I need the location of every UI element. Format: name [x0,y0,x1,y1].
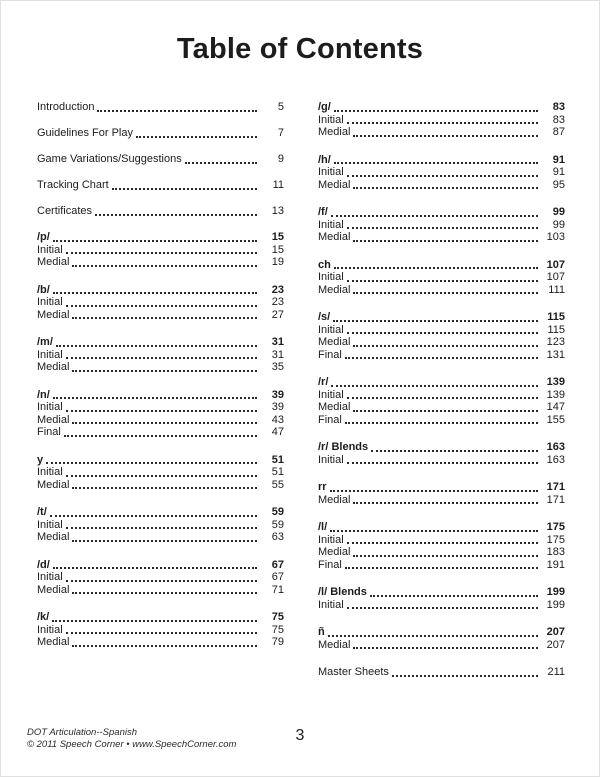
toc-group [318,666,565,679]
toc-entry-label: Medial [318,401,351,413]
dot-leader [66,580,257,582]
toc-group [318,101,565,139]
toc-entry-page: 139 [546,388,565,401]
toc-entry [37,426,284,439]
toc-entry-page: 191 [546,558,565,571]
dot-leader [347,462,538,464]
dot-leader [333,320,538,322]
toc-entry-page: 123 [546,336,565,348]
toc-entry [37,101,284,114]
toc-entry [37,454,284,467]
toc-group [318,441,565,466]
toc-entry-page: 91 [552,153,565,166]
toc-entry-label: Initial [37,571,63,583]
toc-entry [318,219,565,232]
toc-entry [318,494,565,507]
toc-group [37,336,284,374]
toc-entry-label: /g/ [318,101,331,113]
toc-entry [37,571,284,584]
toc-entry-page: 23 [271,283,284,296]
dot-leader [72,592,257,594]
toc-entry-page: 175 [546,521,565,533]
toc-entry-page: 175 [546,533,565,546]
toc-entry-page: 107 [546,271,565,283]
toc-entry [318,114,565,127]
toc-entry [37,349,284,362]
dot-leader [353,292,538,294]
toc-entry [318,481,565,494]
dot-leader [330,490,538,492]
toc-entry-label: Initial [318,271,344,283]
footer-copyright: © 2011 Speech Corner • www.SpeechCorner.com [27,739,237,750]
dot-leader [66,527,257,529]
toc-entry-label: Medial [37,308,70,321]
toc-entry-page: 91 [552,166,565,178]
toc-entry [37,244,284,257]
toc-group [318,481,565,506]
dot-leader [52,620,257,622]
toc-entry-page: 163 [546,453,565,466]
toc-entry [37,611,284,624]
toc-entry-label: /h/ [318,153,331,166]
toc-entry-page: 95 [552,178,565,191]
footer-book-title: DOT Articulation--Spanish [27,727,137,738]
toc-entry-label: /l/ Blends [318,586,367,598]
toc-entry-page: 51 [271,453,284,466]
dot-leader [66,410,257,412]
toc-entry-label: Medial [37,531,70,543]
toc-entry-label: /p/ [37,231,50,243]
toc-group [318,311,565,361]
toc-entry-label: Initial [37,296,63,308]
toc-entry-label: Initial [37,518,63,531]
dot-leader [353,555,538,557]
dot-leader [66,305,257,307]
toc-entry-label: Initial [318,113,344,126]
toc-entry [37,284,284,297]
toc-entry-page: 51 [271,466,284,478]
toc-entry-label: Initial [318,533,344,546]
dot-leader [347,280,538,282]
toc-entry [318,414,565,427]
toc-group [37,389,284,439]
dot-leader [97,110,257,112]
toc-right-column [318,101,565,694]
toc-group [318,259,565,297]
toc-entry-page: 59 [271,506,284,518]
dot-leader [72,487,257,489]
toc-entry-page: 99 [552,218,565,231]
toc-entry [37,531,284,544]
toc-group [37,284,284,322]
toc-entry-page: 79 [271,636,284,648]
toc-entry [318,231,565,244]
dot-leader [353,410,538,412]
toc-group [318,376,565,426]
dot-leader [345,357,538,359]
dot-leader [347,607,538,609]
toc-entry-page: 147 [546,401,565,413]
dot-leader [353,647,538,649]
toc-entry-label: /f/ [318,206,328,218]
toc-entry-page: 163 [546,441,565,453]
toc-entry-label: Final [318,348,342,361]
toc-entry-page: 5 [277,101,284,113]
toc-entry-page: 23 [271,296,284,308]
page-title: Table of Contents [176,33,424,65]
dot-leader [347,175,538,177]
toc-entry-page: 47 [271,426,284,438]
toc-entry-label: Final [318,558,342,571]
toc-entry-label: /d/ [37,558,50,571]
toc-entry [318,259,565,272]
toc-group [318,626,565,651]
toc-left-column [37,101,284,664]
toc-entry-label: Certificates [37,205,93,217]
toc-entry-page: 83 [552,101,565,113]
toc-entry [318,389,565,402]
toc-entry-label: Final [37,426,61,438]
toc-entry-label: Medial [318,231,351,243]
toc-entry [318,179,565,192]
dot-leader [53,397,257,399]
toc-group [318,154,565,192]
toc-group [37,205,284,218]
toc-entry-page: 9 [277,153,284,165]
dot-leader [330,530,538,532]
toc-entry-label: /b/ [37,283,50,296]
dot-leader [334,110,538,112]
toc-entry-label: Initial [318,453,344,466]
dot-leader [64,435,257,437]
toc-entry-page: 207 [546,638,565,651]
dot-leader [371,450,538,452]
dot-leader [347,227,538,229]
toc-entry-label: Initial [37,623,63,636]
toc-entry-page: 211 [547,666,565,678]
toc-entry-label: Introduction [37,101,95,113]
toc-group [37,506,284,544]
toc-entry-page: 43 [271,413,284,426]
dot-leader [345,567,538,569]
toc-entry-page: 131 [546,348,565,361]
dot-leader [66,252,257,254]
toc-entry-label: Initial [37,348,63,361]
dot-leader [66,357,257,359]
toc-group [318,586,565,611]
toc-entry [318,324,565,337]
toc-entry-label: Medial [318,283,351,296]
dot-leader [353,502,538,504]
toc-entry-label: Tracking Chart [37,179,109,191]
footer-page-number: 3 [295,727,305,744]
toc-entry [37,519,284,532]
toc-group [37,153,284,166]
toc-entry-label: Initial [318,388,344,401]
toc-entry-page: 139 [546,376,565,388]
toc-entry [37,231,284,244]
toc-entry [318,336,565,349]
toc-entry-page: 75 [271,611,284,623]
toc-entry [318,154,565,167]
toc-entry [37,479,284,492]
dot-leader [331,215,538,217]
toc-entry [318,441,565,454]
toc-group [318,521,565,571]
toc-entry-label: Medial [318,493,351,506]
toc-entry-label: Initial [37,466,63,478]
toc-entry-label: Medial [318,126,351,138]
toc-entry [318,534,565,547]
toc-entry-page: 183 [546,546,565,558]
toc-entry-page: 171 [546,493,565,506]
dot-leader [334,162,538,164]
toc-entry [318,166,565,179]
toc-entry-page: 63 [271,531,284,543]
toc-entry-page: 59 [271,518,284,531]
toc-entry-label: Medial [318,638,351,651]
toc-group [37,611,284,649]
dot-leader [345,422,538,424]
toc-entry [318,101,565,114]
toc-entry [37,559,284,572]
toc-entry [37,296,284,309]
dot-leader [347,542,538,544]
toc-entry [37,336,284,349]
toc-entry-label: /r/ [318,376,329,388]
dot-leader [56,345,257,347]
toc-entry-label: Medial [37,256,70,268]
dot-leader [72,265,257,267]
toc-entry-page: 27 [271,308,284,321]
dot-leader [72,645,257,647]
toc-entry-label: Medial [37,478,70,491]
dot-leader [370,595,538,597]
dot-leader [353,135,538,137]
toc-entry [37,153,284,166]
toc-entry-label: ñ [318,626,325,638]
toc-entry [318,349,565,362]
toc-entry-label: Initial [37,401,63,413]
dot-leader [72,370,257,372]
toc-entry [37,127,284,140]
toc-entry-page: 199 [546,586,565,598]
toc-entry-page: 207 [546,626,565,638]
toc-entry-page: 155 [546,413,565,426]
toc-entry-label: /t/ [37,506,47,518]
toc-entry [37,309,284,322]
dot-leader [72,540,257,542]
dot-leader [347,332,538,334]
toc-entry [37,466,284,479]
toc-entry [37,179,284,192]
toc-entry-page: 115 [547,323,565,336]
toc-entry-page: 15 [271,243,284,256]
toc-entry [318,401,565,414]
toc-entry [37,256,284,269]
toc-entry-label: /m/ [37,336,53,348]
toc-entry-page: 39 [271,401,284,413]
toc-entry-page: 31 [271,348,284,361]
toc-entry-label: Initial [318,218,344,231]
toc-entry [318,559,565,572]
toc-entry [318,521,565,534]
dot-leader [53,567,257,569]
toc-entry [37,506,284,519]
toc-entry [37,389,284,402]
dot-leader [347,397,538,399]
toc-entry [37,414,284,427]
toc-entry-page: 171 [546,481,565,493]
toc-group [37,101,284,114]
toc-entry [37,361,284,374]
dot-leader [136,136,257,138]
toc-entry-page: 35 [271,361,284,373]
toc-entry-page: 11 [272,179,284,191]
toc-entry-page: 71 [271,583,284,596]
toc-group [37,179,284,192]
toc-entry-label: Medial [318,546,351,558]
toc-entry [318,586,565,599]
toc-entry-label: Medial [37,583,70,596]
toc-entry [318,599,565,612]
toc-entry-page: 103 [546,231,565,243]
dot-leader [347,122,538,124]
dot-leader [50,515,257,517]
toc-entry-page: 83 [552,113,565,126]
toc-entry [37,584,284,597]
toc-entry-label: Medial [37,636,70,648]
toc-entry-label: Final [318,413,342,426]
toc-entry [318,626,565,639]
toc-entry-label: /s/ [318,311,331,323]
dot-leader [95,214,257,216]
dot-leader [334,267,538,269]
toc-entry-page: 199 [546,598,565,611]
toc-entry-label: ch [318,258,331,271]
toc-entry [318,311,565,324]
toc-entry-page: 39 [271,388,284,401]
toc-entry-page: 31 [271,336,284,348]
toc-entry-label: /l/ [318,521,328,533]
toc-entry-label: Master Sheets [318,666,389,678]
toc-entry-page: 13 [271,205,284,217]
dot-leader [353,240,538,242]
toc-group [37,454,284,492]
toc-entry [318,639,565,652]
toc-entry-label: Initial [318,598,344,611]
toc-entry-label: Medial [318,336,351,348]
toc-entry-page: 111 [548,283,565,296]
toc-entry-label: /k/ [37,611,50,623]
toc-entry-page: 19 [271,256,284,268]
toc-entry-label: /r/ Blends [318,441,369,453]
toc-entry-label: Guidelines For Play [37,127,133,139]
toc-entry-label: Medial [318,178,351,191]
toc-entry-page: 115 [547,311,565,323]
dot-leader [392,675,538,677]
toc-entry-label: Initial [318,166,344,178]
toc-group [37,559,284,597]
toc-group [37,231,284,269]
toc-entry-label: Initial [37,243,63,256]
toc-group [37,127,284,140]
dot-leader [66,632,257,634]
toc-entry-page: 107 [546,258,565,271]
toc-entry-page: 7 [277,127,284,139]
toc-entry-page: 75 [271,623,284,636]
toc-entry-page: 99 [552,206,565,218]
dot-leader [185,162,257,164]
toc-entry [37,205,284,218]
toc-entry-label: y [37,453,44,466]
toc-entry-label: Medial [37,413,70,426]
dot-leader [53,240,257,242]
toc-entry [318,454,565,467]
dot-leader [66,475,257,477]
toc-entry [37,401,284,414]
toc-entry [318,284,565,297]
dot-leader [46,462,257,464]
toc-entry [318,666,565,679]
toc-entry [318,126,565,139]
dot-leader [353,345,538,347]
toc-entry-label: Medial [37,361,70,373]
toc-entry-label: Initial [318,323,344,336]
dot-leader [328,635,538,637]
toc-entry-page: 55 [271,478,284,491]
dot-leader [72,317,257,319]
toc-entry [37,624,284,637]
toc-entry [318,271,565,284]
dot-leader [53,292,257,294]
dot-leader [353,187,538,189]
toc-entry [318,206,565,219]
dot-leader [72,422,257,424]
toc-entry-page: 87 [552,126,565,138]
toc-entry [318,546,565,559]
toc-group [318,206,565,244]
toc-entry-page: 67 [271,571,284,583]
toc-entry-label: Game Variations/Suggestions [37,153,182,165]
toc-entry [37,636,284,649]
dot-leader [331,385,538,387]
toc-entry-label: /n/ [37,388,50,401]
toc-entry-page: 67 [271,558,284,571]
toc-entry [318,376,565,389]
toc-entry-page: 15 [271,231,284,243]
toc-entry-label: rr [318,481,327,493]
dot-leader [112,188,257,190]
